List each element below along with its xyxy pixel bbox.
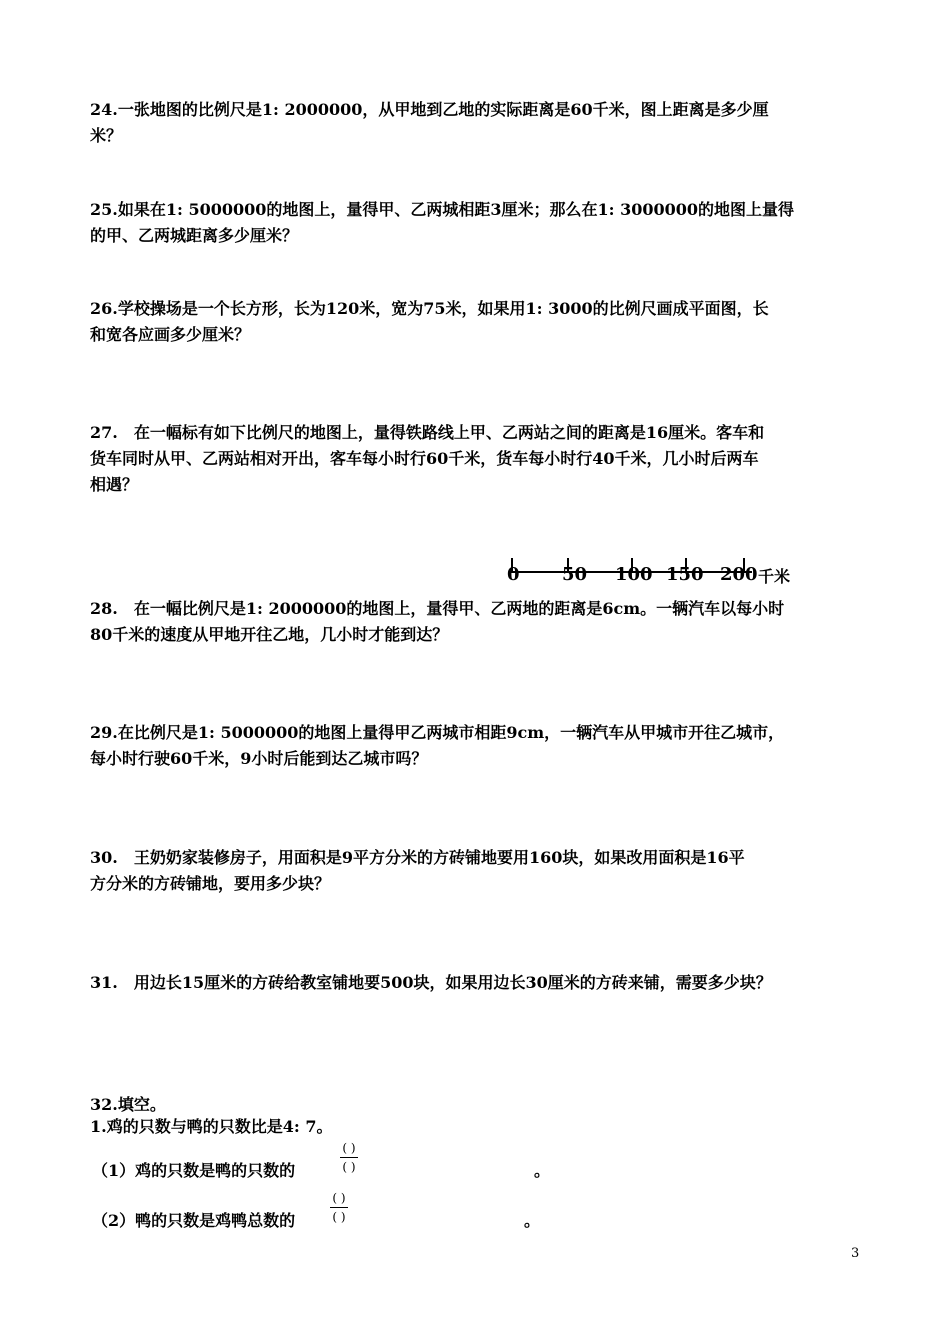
question-24-line1: 24.一张地图的比例尺是1: 2000000，从甲地到乙地的实际距离是60千米，图上距离是多少厘: [90, 100, 769, 119]
question-25: [90, 197, 870, 249]
scale-label: 100: [615, 564, 653, 585]
question-32-sub1: 1.鸡的只数与鸭的只数比是4: 7。: [90, 1117, 333, 1136]
page-number: 3: [851, 1246, 860, 1261]
fraction-bar: [340, 1157, 358, 1158]
fraction-denominator: ( ): [342, 1160, 356, 1174]
question-25-line1: 25.如果在1: 5000000的地图上，量得甲、乙两城相距3厘米；那么在1: 3000000的地图上量得: [90, 200, 795, 219]
scale-bar: [505, 552, 805, 588]
fill-item-1-text: （1）鸡的只数是鸭的只数的: [92, 1161, 296, 1180]
question-27: [90, 420, 870, 498]
question-31: [90, 970, 870, 996]
fill-item-2-end: 。: [524, 1211, 541, 1230]
scale-label: 50: [562, 564, 588, 585]
fill-item-1-end: 。: [534, 1161, 551, 1180]
fill-item-2: [92, 1191, 572, 1244]
question-26-line2: 和宽各应画多少厘米？: [90, 325, 251, 344]
question-30-line2: 方分米的方砖铺地，要用多少块？: [90, 874, 331, 893]
question-24-line2: 米？: [90, 126, 123, 145]
question-31-line1: 31. 用边长15厘米的方砖给教室铺地要500块，如果用边长30厘米的方砖来铺，需要多少块？: [90, 973, 772, 992]
question-29: [90, 720, 870, 772]
question-30-line1: 30. 王奶奶家装修房子，用面积是9平方分米的方砖铺地要用160块，如果改用面积是16平: [90, 848, 745, 867]
fraction-numerator: ( ): [332, 1191, 346, 1205]
question-29-line1: 29.在比例尺是1: 5000000的地图上量得甲乙两城市相距9cm，一辆汽车从甲城市开往乙城市，: [90, 723, 785, 742]
question-24: [90, 97, 870, 149]
fraction-blank[interactable]: [330, 1190, 348, 1225]
scale-label: 150: [666, 564, 704, 585]
fraction-bar: [330, 1207, 348, 1208]
question-26: [90, 296, 870, 348]
question-28-line2: 80千米的速度从甲地开往乙地，几小时才能到达？: [90, 625, 449, 644]
question-27-line3: 相遇？: [90, 475, 139, 494]
question-28: [90, 596, 870, 648]
question-27-line2: 货车同时从甲、乙两站相对开出，客车每小时行60千米，货车每小时行40千米，几小时后两车: [90, 449, 759, 468]
question-28-line1: 28. 在一幅比例尺是1: 2000000的地图上，量得甲、乙两地的距离是6cm。一辆汽车以每小时: [90, 599, 785, 618]
scale-unit: 千米: [758, 567, 791, 586]
scale-label: 0: [507, 564, 520, 585]
question-26-line1: 26.学校操场是一个长方形，长为120米，宽为75米，如果用1: 3000的比例尺画成平面图，长: [90, 299, 769, 318]
fraction-blank[interactable]: [340, 1140, 358, 1175]
fraction-denominator: ( ): [332, 1210, 346, 1224]
fraction-numerator: ( ): [342, 1141, 356, 1155]
question-30: [90, 845, 870, 897]
fill-item-2-text: （2）鸭的只数是鸡鸭总数的: [92, 1211, 296, 1230]
question-32-title: 32.填空。: [90, 1095, 166, 1114]
scale-label: 200: [720, 564, 758, 585]
question-25-line2: 的甲、乙两城距离多少厘米？: [90, 226, 299, 245]
question-27-line1: 27. 在一幅标有如下比例尺的地图上，量得铁路线上甲、乙两站之间的距离是16厘米。客车和: [90, 423, 765, 442]
question-32: [90, 1094, 332, 1138]
question-29-line2: 每小时行驶60千米，9小时后能到达乙城市吗？: [90, 749, 428, 768]
fill-item-1: [92, 1141, 572, 1194]
